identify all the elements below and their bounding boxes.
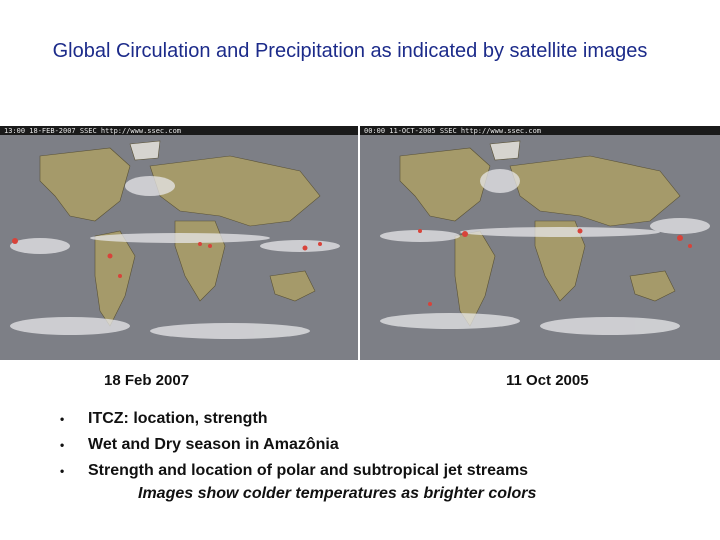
image-note: Images show colder temperatures as brighter colors <box>138 485 537 502</box>
caption-feb-2007: 18 Feb 2007 <box>104 372 190 389</box>
slide-title: Global Circulation and Precipitation as indicated by satellite images <box>52 40 648 62</box>
bullet-text: Wet and Dry season in Amazônia <box>88 436 339 453</box>
bullet-item <box>60 406 528 432</box>
bullet-dot-icon: • <box>60 464 65 478</box>
caption-oct-2005: 11 Oct 2005 <box>506 372 589 389</box>
bullet-dot-icon: • <box>60 412 65 426</box>
bullet-text: ITCZ: location, strength <box>88 410 268 427</box>
satellite-map-oct-2005 <box>360 126 720 360</box>
satellite-image-feb-2007 <box>0 126 358 360</box>
bullet-item <box>60 432 528 458</box>
bullet-list <box>60 406 528 484</box>
bullet-item <box>60 458 528 484</box>
panel-header-text-feb: 13:00 18-FEB-2007 SSEC http://www.ssec.com <box>4 127 182 135</box>
panel-header-text-oct: 00:00 11-OCT-2005 SSEC http://www.ssec.com <box>364 127 542 135</box>
bullet-text: Strength and location of polar and subtropical jet streams <box>88 462 529 479</box>
bullet-dot-icon: • <box>60 438 65 452</box>
satellite-image-oct-2005 <box>360 126 720 360</box>
satellite-map-feb-2007 <box>0 126 358 360</box>
